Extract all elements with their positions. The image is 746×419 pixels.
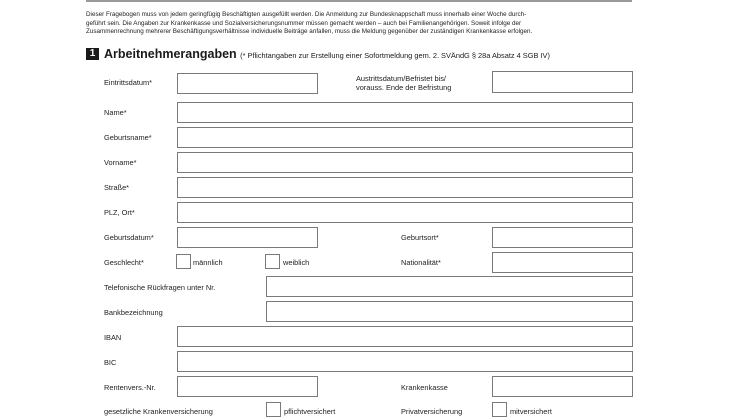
mitversichert-label: mitversichert bbox=[510, 407, 552, 416]
eintrittsdatum-label: Eintrittsdatum* bbox=[104, 78, 153, 87]
telefon-field[interactable] bbox=[266, 276, 633, 297]
iban-field[interactable] bbox=[177, 326, 633, 347]
bic-label: BIC bbox=[104, 358, 117, 367]
vorname-label: Vorname* bbox=[104, 158, 137, 167]
rentenvers-label: Rentenvers.-Nr. bbox=[104, 383, 156, 392]
nationalitaet-label: Nationalität* bbox=[401, 258, 441, 267]
privat-label: Privatversicherung bbox=[401, 407, 463, 416]
maennlich-label: männlich bbox=[193, 258, 223, 267]
plz-ort-label: PLZ, Ort* bbox=[104, 208, 135, 217]
krankenkasse-field[interactable] bbox=[492, 376, 633, 397]
section-number: 1 bbox=[86, 48, 99, 60]
gesetzliche-label: gesetzliche Krankenversicherung bbox=[104, 407, 213, 416]
bic-field[interactable] bbox=[177, 351, 633, 372]
pflichtversichert-checkbox[interactable] bbox=[266, 402, 281, 417]
section-title-text: Arbeitnehmerangaben bbox=[104, 47, 237, 61]
section-title bbox=[104, 47, 550, 61]
strasse-label: Straße* bbox=[104, 183, 130, 192]
geburtsort-label: Geburtsort* bbox=[401, 233, 439, 242]
maennlich-checkbox[interactable] bbox=[176, 254, 191, 269]
name-field[interactable] bbox=[177, 102, 633, 123]
weiblich-checkbox[interactable] bbox=[265, 254, 280, 269]
nationalitaet-field[interactable] bbox=[492, 252, 633, 273]
rentenvers-field[interactable] bbox=[177, 376, 318, 397]
intro-line-1: Dieser Fragebogen muss von jedem geringfügig Beschäftigten ausgefüllt werden. Die Anmeldung zur Bundesknappschaft muss innerhalb einer Woche durch- bbox=[86, 11, 527, 18]
intro-line-3: Zusammenrechnung mehrerer Beschäftigungsverhältnisse individuelle Beiträge anfallen, muss die Meldung gegenüber der zuständigen Krankenkasse erfolgen. bbox=[86, 28, 533, 35]
section-subtitle: (* Pflichtangaben zur Erstellung einer Sofortmeldung gem. 2. SVÄndG § 28a Absatz 4 SGB IV) bbox=[240, 51, 550, 60]
austrittsdatum-label-line1: Austrittsdatum/Befristet bis/ bbox=[356, 74, 446, 83]
plz-ort-field[interactable] bbox=[177, 202, 633, 223]
name-label: Name* bbox=[104, 108, 127, 117]
krankenkasse-label: Krankenkasse bbox=[401, 383, 448, 392]
geburtsname-field[interactable] bbox=[177, 127, 633, 148]
bank-label: Bankbezeichnung bbox=[104, 308, 163, 317]
intro-line-2: geführt sein. Die Angaben zur Krankenkasse und Sozialversicherungsnummer müssen gemacht werden – auch bei Familienangehörigen. Soweit infolge der bbox=[86, 19, 522, 27]
geburtsname-label: Geburtsname* bbox=[104, 133, 152, 142]
intro-text bbox=[86, 11, 656, 37]
top-rule bbox=[86, 0, 632, 2]
austrittsdatum-field[interactable] bbox=[492, 71, 633, 93]
geburtsdatum-field[interactable] bbox=[177, 227, 318, 248]
pflichtversichert-label: pflichtversichert bbox=[284, 407, 336, 416]
bank-field[interactable] bbox=[266, 301, 633, 322]
iban-label: IBAN bbox=[104, 333, 122, 342]
strasse-field[interactable] bbox=[177, 177, 633, 198]
eintrittsdatum-field[interactable] bbox=[177, 73, 318, 94]
weiblich-label: weiblich bbox=[283, 258, 310, 267]
geburtsort-field[interactable] bbox=[492, 227, 633, 248]
telefon-label: Telefonische Rückfragen unter Nr. bbox=[104, 283, 216, 292]
mitversichert-checkbox[interactable] bbox=[492, 402, 507, 417]
geburtsdatum-label: Geburtsdatum* bbox=[104, 233, 154, 242]
austrittsdatum-label-line2: vorauss. Ende der Befristung bbox=[356, 83, 452, 92]
geschlecht-label: Geschlecht* bbox=[104, 258, 144, 267]
vorname-field[interactable] bbox=[177, 152, 633, 173]
